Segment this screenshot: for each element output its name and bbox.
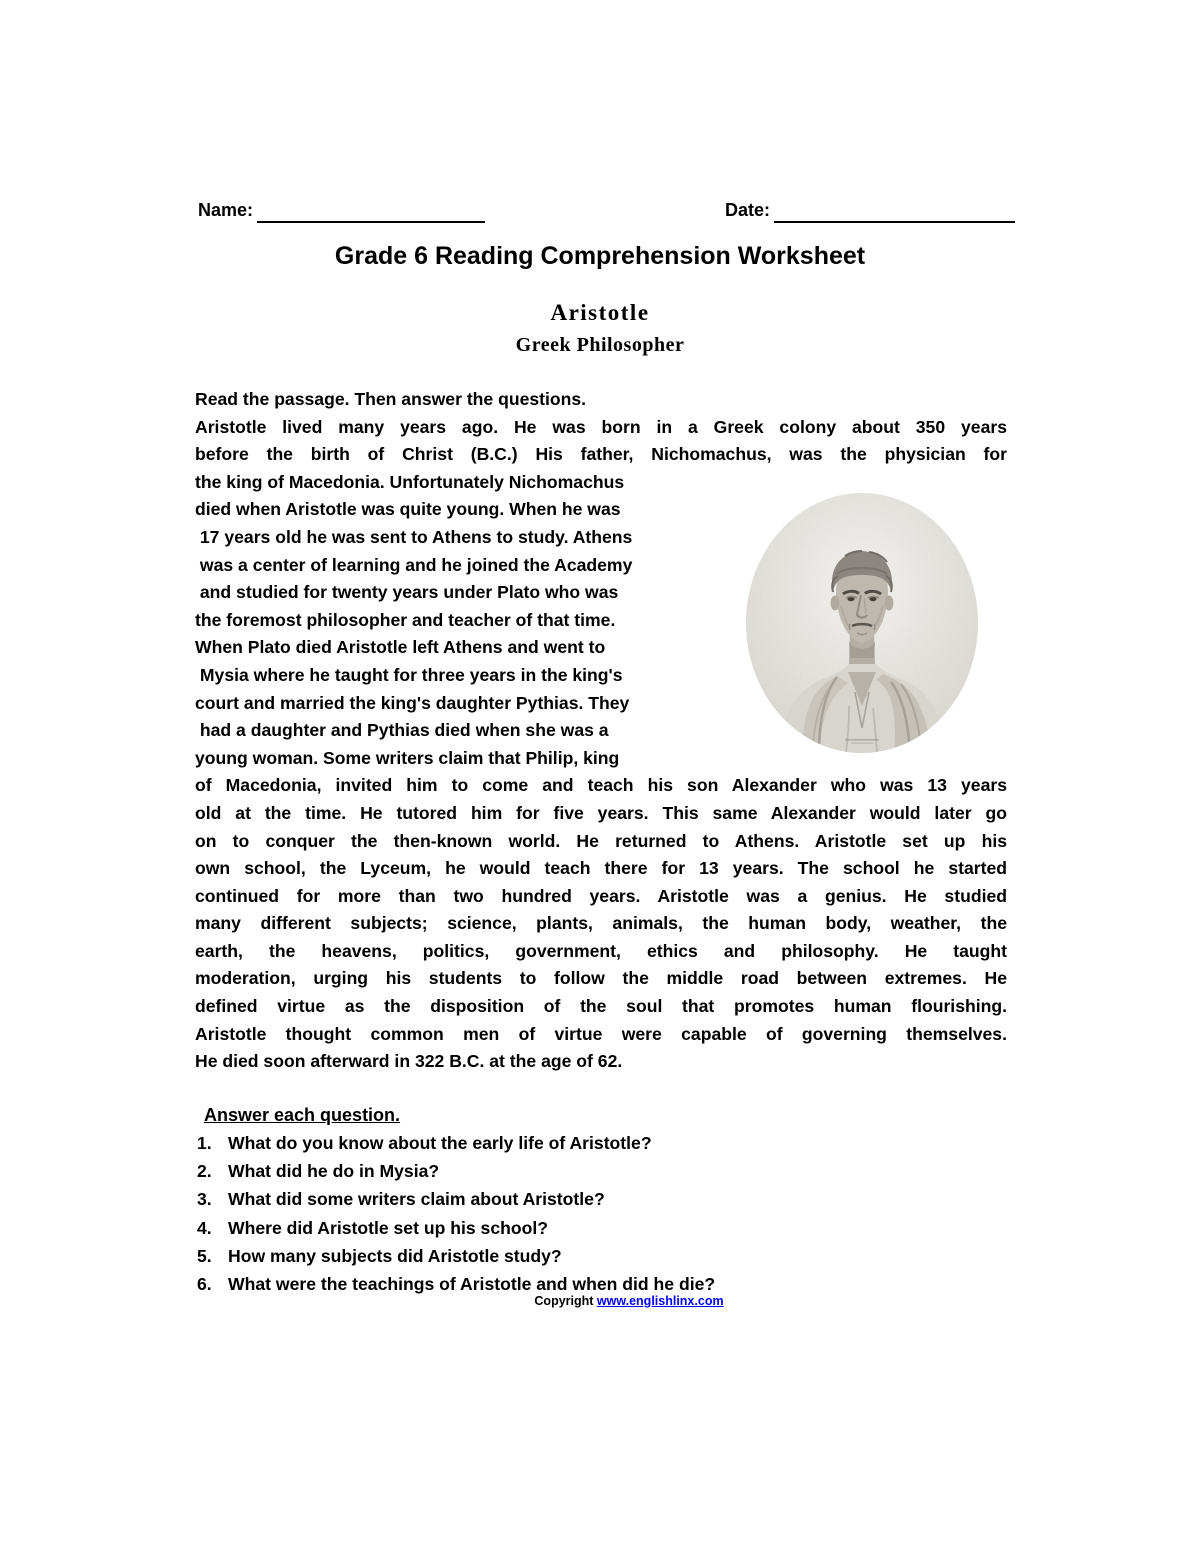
question-text: What do you know about the early life of Aristotle? <box>228 1133 652 1153</box>
question-number: 4. <box>197 1217 212 1238</box>
aristotle-portrait-svg <box>745 492 979 754</box>
footer <box>29 1294 1200 1308</box>
questions-list <box>197 1129 1057 1298</box>
passage-line: Aristotle lived many years ago. He was born in a Greek colony about 350 years <box>195 416 1007 437</box>
passage-line: old at the time. He tutored him for five years. This same Alexander would later go <box>195 802 1007 823</box>
question-number: 2. <box>197 1161 212 1182</box>
passage-instruction: Read the passage. Then answer the questions. <box>195 389 587 409</box>
questions-section <box>197 1101 1057 1298</box>
passage-line: of Macedonia, invited him to come and teach his son Alexander who was 13 years <box>195 775 1007 796</box>
passage-line: was a center of learning and he joined the Academy <box>195 554 633 575</box>
passage-line: before the birth of Christ (B.C.) His father, Nichomachus, was the physician for <box>195 444 1007 465</box>
passage-line: and studied for twenty years under Plato who was <box>195 582 619 603</box>
question-number: 3. <box>197 1189 212 1210</box>
question-item <box>197 1214 1057 1242</box>
name-blank-line <box>257 197 485 223</box>
passage-line: Mysia where he taught for three years in the king's <box>195 664 623 685</box>
passage-line: When Plato died Aristotle left Athens and went to <box>195 637 606 658</box>
question-text: Where did Aristotle set up his school? <box>228 1217 548 1238</box>
question-text: What did he do in Mysia? <box>228 1161 440 1182</box>
question-item <box>197 1129 1057 1157</box>
question-text: What did some writers claim about Aristotle? <box>228 1189 605 1210</box>
question-item <box>197 1242 1057 1270</box>
question-number: 1. <box>197 1133 212 1153</box>
passage-subtitle: Greek Philosopher <box>515 334 685 356</box>
passage-line: had a daughter and Pythias died when she was a <box>195 720 609 741</box>
passage-line: own school, the Lyceum, he would teach there for 13 years. The school he started <box>195 858 1007 879</box>
passage-line: defined virtue as the disposition of the soul that promotes human flourishing. <box>195 996 1007 1017</box>
passage-line: 17 years old he was sent to Athens to study. Athens <box>195 526 633 547</box>
question-item <box>197 1157 1057 1185</box>
passage-line: many different subjects; science, plants, animals, the human body, weather, the <box>195 913 1007 934</box>
question-text: What were the teachings of Aristotle and when did he die? <box>228 1274 716 1295</box>
passage-line: the foremost philosopher and teacher of that time. <box>195 609 616 630</box>
questions-header: Answer each question. <box>204 1105 401 1125</box>
date-blank-line <box>774 197 1015 223</box>
page-title: Grade 6 Reading Comprehension Worksheet <box>334 242 866 270</box>
aristotle-portrait-image <box>745 492 979 754</box>
date-label: Date: <box>725 200 771 220</box>
question-item <box>197 1185 1057 1213</box>
passage-line: moderation, urging his students to follow the middle road between extremes. He <box>195 968 1007 989</box>
passage-line: young woman. Some writers claim that Philip, king <box>195 747 620 768</box>
copyright-label: Copyright <box>534 1294 594 1308</box>
passage-line: died when Aristotle was quite young. When he was <box>195 499 621 520</box>
passage-line: He died soon afterward in 322 B.C. at the age of 62. <box>195 1051 623 1072</box>
passage-line: court and married the king's daughter Pythias. They <box>195 692 630 713</box>
passage-line: Aristotle thought common men of virtue were capable of governing themselves. <box>195 1023 1007 1044</box>
name-label: Name: <box>198 200 254 220</box>
copyright-link[interactable]: www.englishlinx.com <box>596 1294 724 1308</box>
passage-title: Aristotle <box>550 300 650 325</box>
question-number: 5. <box>197 1245 212 1266</box>
passage-line: earth, the heavens, politics, government, ethics and philosophy. He taught <box>195 940 1007 961</box>
passage-line: the king of Macedonia. Unfortunately Nichomachus <box>195 471 625 492</box>
passage-line: continued for more than two hundred years. Aristotle was a genius. He studied <box>195 885 1007 906</box>
passage-line: on to conquer the then-known world. He returned to Athens. Aristotle set up his <box>195 830 1007 851</box>
question-text: How many subjects did Aristotle study? <box>228 1245 562 1266</box>
question-number: 6. <box>197 1274 212 1295</box>
